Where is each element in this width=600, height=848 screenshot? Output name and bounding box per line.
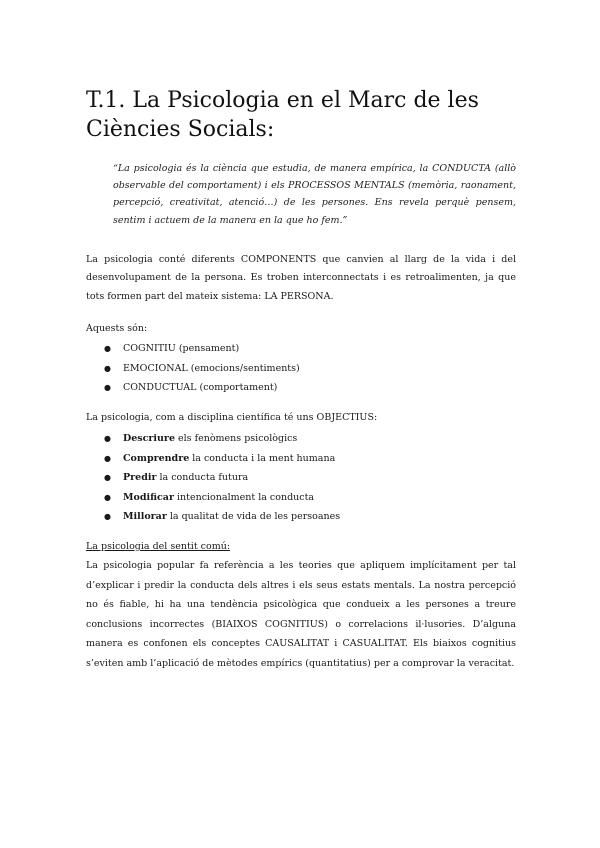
list-item-text: CONDUCTUAL (comportament) xyxy=(123,382,278,393)
list-item xyxy=(104,468,340,488)
bullet-icon: ● xyxy=(104,434,111,443)
intro-paragraph: La psicologia conté diferents COMPONENTS que canvien al llarg de la vida i del desenvolupament de la persona. Es troben interconnectats i es retroalimenten, ja que tots formen part del mateix sistema: LA PERSONA. xyxy=(86,254,516,302)
list-item-text: COGNITIU (pensament) xyxy=(123,343,240,354)
objective-verb: Modificar xyxy=(123,491,174,503)
definition-quote: “La psicologia és la ciència que estudia, de manera empírica, la CONDUCTA (allò observable del comportament) i els PROCESSOS MENTALS (memòria, raonament, percepció, creativitat, atenció…) de les persones. Ens revela perquè pensem, sentim i actuem de la manera en la que ho fem.” xyxy=(113,163,516,226)
objective-verb: Comprendre xyxy=(123,452,190,464)
bullet-icon: ● xyxy=(104,363,111,373)
list-item xyxy=(104,378,300,398)
list-item xyxy=(104,429,340,449)
list-item xyxy=(104,488,340,508)
objectives-label: La psicologia, com a disciplina científica té uns OBJECTIUS: xyxy=(86,412,378,423)
bullet-icon: ● xyxy=(104,344,111,353)
components-label: Aquests són: xyxy=(86,323,148,334)
list-item xyxy=(104,449,340,469)
objectives-list xyxy=(104,429,340,527)
bullet-icon: ● xyxy=(104,492,111,502)
bullet-icon: ● xyxy=(104,453,111,463)
bullet-icon: ● xyxy=(104,383,111,392)
bullet-icon: ● xyxy=(104,473,111,482)
list-item xyxy=(104,507,340,527)
common-sense-paragraph: La psicologia popular fa referència a les teories que apliquem implícitament per tal d’explicar i predir la conducta dels altres i els seus estats mentals. La nostra percepció no és fiable, hi ha una tendència psicològica que condueix a les persones a treure conclusions incorrectes (BIAIXOS COGNITIUS) o correlacions il·lusories. D’alguna manera es confonen els conceptes CAUSALITAT i CASUALITAT. Els biaixos cognitius s’eviten amb l’aplicació de mètodes empírics (quantitatius) per a comprovar la veracitat. xyxy=(86,560,516,669)
objective-text: intencionalment la conducta xyxy=(173,491,315,503)
list-item xyxy=(104,359,300,379)
objective-text: la conducta i la ment humana xyxy=(189,452,336,464)
objective-verb: Predir xyxy=(123,472,157,483)
list-item-text: EMOCIONAL (emocions/sentiments) xyxy=(123,362,300,374)
objective-verb: Millorar xyxy=(123,511,167,522)
components-list xyxy=(104,339,300,398)
list-item xyxy=(104,339,300,359)
objective-verb: Descriure xyxy=(123,433,175,444)
bullet-icon: ● xyxy=(104,512,111,521)
objective-text: la conducta futura xyxy=(156,472,249,483)
page-title: T.1. La Psicologia en el Marc de les Ciències Socials: xyxy=(86,88,479,142)
objective-text: la qualitat de vida de les persoanes xyxy=(166,511,341,522)
objective-text: els fenòmens psicològics xyxy=(175,433,298,444)
section-subheading: La psicologia del sentit comú: xyxy=(86,541,231,552)
